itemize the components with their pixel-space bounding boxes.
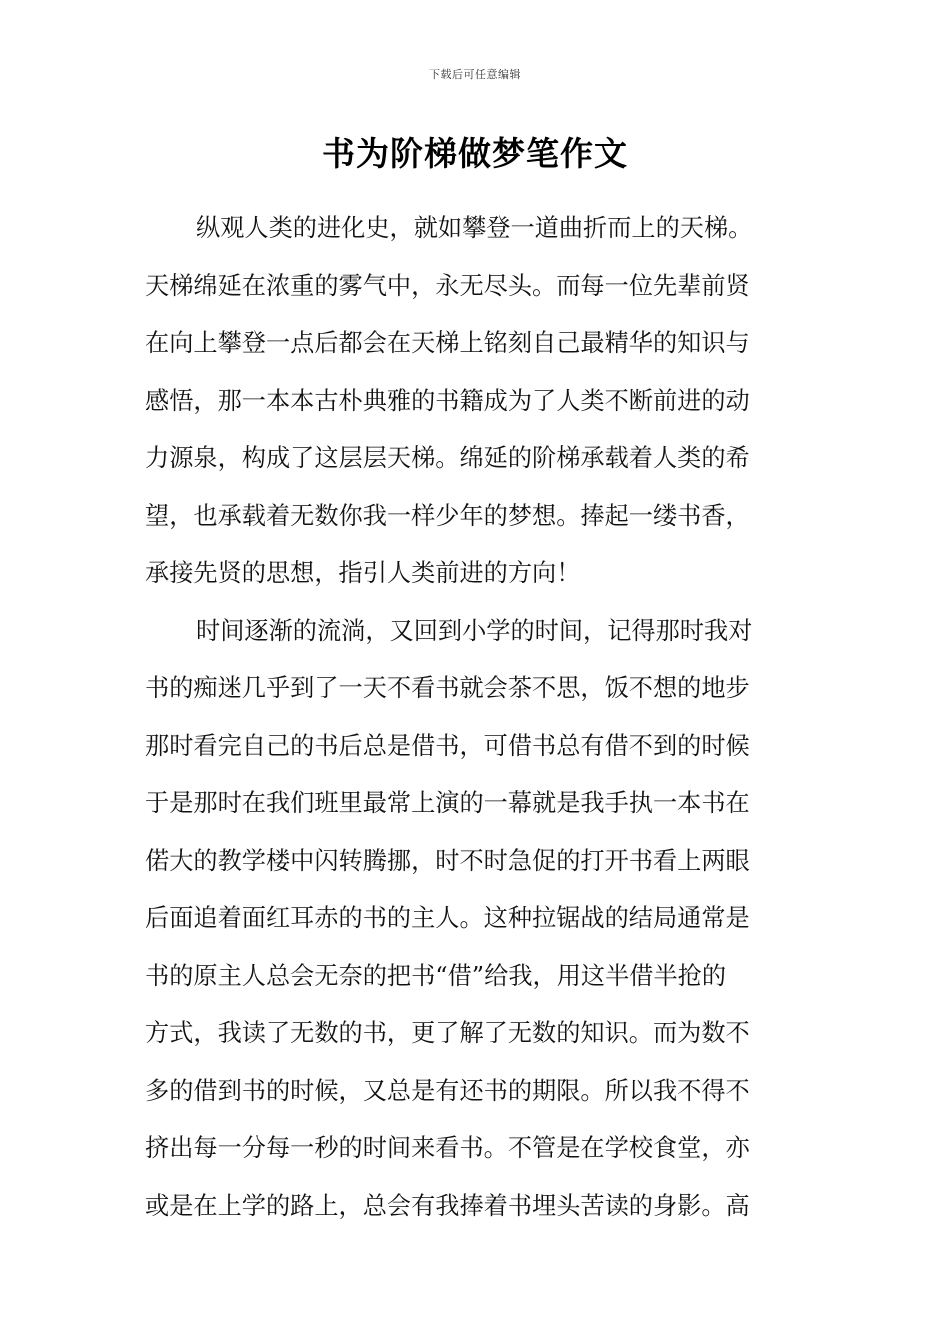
paragraph-line: 在向上攀登一点后都会在天梯上铭刻自己最精华的知识与	[145, 329, 750, 357]
essay-body	[145, 200, 810, 1235]
paragraph-line: 或是在上学的路上，总会有我捧着书埋头苦读的身影。高	[145, 1191, 750, 1220]
paragraph-line: 望，也承载着无数你我一样少年的梦想。捧起一缕书香，	[145, 501, 750, 530]
paragraph-line: 承接先贤的思想，指引人类前进的方向！	[145, 559, 581, 587]
paragraph-line: 那时看完自己的书后总是借书，可借书总有借不到的时候	[145, 731, 750, 760]
header-note: 下载后可任意编辑	[429, 68, 521, 81]
paragraph-line: 书的原主人总会无奈的把书“借”给我，用这半借半抢的	[145, 961, 727, 990]
paragraph-line: 时间逐渐的流淌，又回到小学的时间，记得那时我对	[196, 616, 753, 645]
paragraph-line: 天梯绵延在浓重的雾气中，永无尽头。而每一位先辈前贤	[145, 271, 750, 300]
paragraph-line: 后面追着面红耳赤的书的主人。这种拉锯战的结局通常是	[145, 904, 750, 932]
paragraph-line: 挤出每一分每一秒的时间来看书。不管是在学校食堂，亦	[145, 1134, 750, 1162]
page-title: 书为阶梯做梦笔作文	[322, 134, 628, 173]
paragraph-line: 力源泉，构成了这层层天梯。绵延的阶梯承载着人类的希	[145, 444, 750, 472]
paragraph-line: 多的借到书的时候，又总是有还书的期限。所以我不得不	[145, 1076, 750, 1105]
paragraph-line: 于是那时在我们班里最常上演的一幕就是我手执一本书在	[145, 789, 750, 817]
paragraph-line: 方式，我读了无数的书，更了解了无数的知识。而为数不	[145, 1019, 750, 1047]
paragraph-line: 感悟，那一本本古朴典雅的书籍成为了人类不断前进的动	[145, 386, 750, 415]
paragraph-line: 偌大的教学楼中闪转腾挪，时不时急促的打开书看上两眼	[145, 846, 750, 875]
paragraph-line: 书的痴迷几乎到了一天不看书就会茶不思，饭不想的地步	[145, 674, 750, 702]
paragraph-line: 纵观人类的进化史，就如攀登一道曲折而上的天梯。	[196, 214, 753, 242]
